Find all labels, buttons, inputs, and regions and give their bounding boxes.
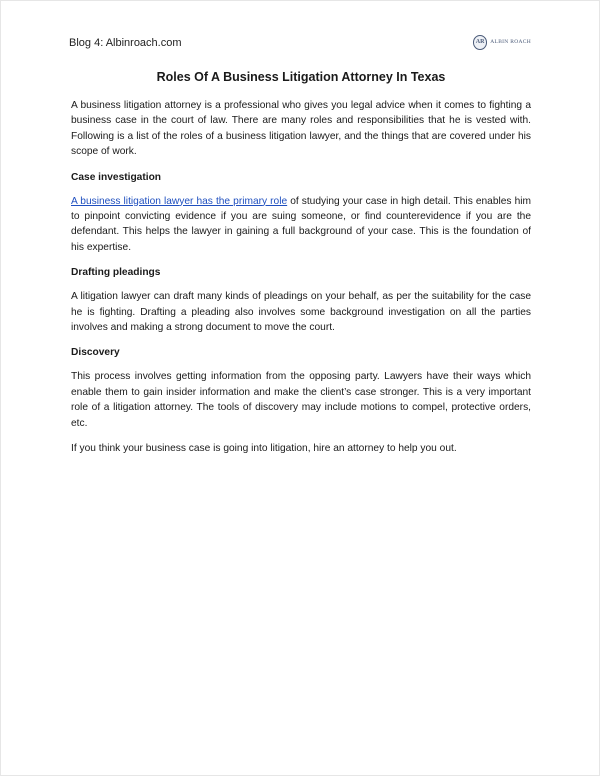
- closing-paragraph: If you think your business case is going into litigation, hire an attorney to help you out.: [71, 443, 457, 455]
- case-investigation-text: of studying your case in high detail. This enables him to pinpoint convicting evidence if you are suing someone, or find counterevidence if you are the defendant. This helps the lawyer in gaining a full background of your case. This is the foundation of his expertise.: [71, 195, 531, 253]
- intro-paragraph: A business litigation attorney is a professional who gives you legal advice when it comes to fighting a business case in the court of law. There are many roles and responsibilities that he is vested with. Following is a list of the roles of a business litigation lawyer, and the things that are covered under his scope of work.: [71, 100, 531, 158]
- logo-seal-icon: AR: [473, 35, 487, 50]
- page-header: [69, 35, 531, 55]
- section-heading-drafting-pleadings: Drafting pleadings: [71, 267, 161, 279]
- drafting-pleadings-paragraph: A litigation lawyer can draft many kinds of pleadings on your behalf, as per the suitability for the case he is fighting. Drafting a pleading also involves some background investigation on all the parties involves and making a strong document to move the court.: [71, 291, 531, 334]
- case-investigation-paragraph: [71, 194, 531, 256]
- logo-text: ALBIN ROACH: [490, 39, 531, 45]
- albin-roach-logo: [473, 33, 531, 51]
- section-heading-discovery: Discovery: [71, 347, 120, 359]
- primary-role-link[interactable]: A business litigation lawyer has the primary role: [71, 195, 288, 207]
- discovery-paragraph: This process involves getting information from the opposing party. Lawyers have their ways which enable them to gain insider information and make the client’s case stronger. This is a very important role of a litigation attorney. The tools of discovery may include motions to compel, protective orders, etc.: [71, 371, 531, 429]
- document-body: [71, 98, 531, 467]
- section-heading-case-investigation: Case investigation: [71, 171, 162, 183]
- document-title: Roles Of A Business Litigation Attorney In Texas: [156, 70, 446, 84]
- header-title: Blog 4: Albinroach.com: [69, 37, 182, 49]
